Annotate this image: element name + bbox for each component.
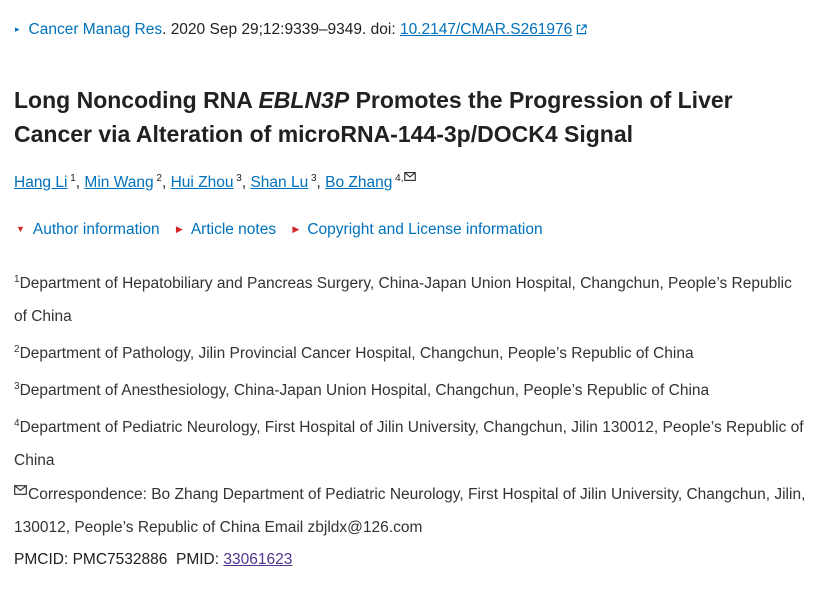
gene-name: EBLN3P — [258, 87, 350, 113]
caret-right-icon: ▶ — [292, 224, 300, 234]
envelope-icon[interactable] — [404, 172, 416, 181]
author-affil-sup: 3 — [310, 173, 317, 184]
journal-link[interactable]: Cancer Manag Res — [28, 21, 163, 38]
author-affil-sup: 4, — [392, 173, 416, 184]
affiliation-item: $^2$Department of Pathology, Jilin Provincial Cancer Hospital, Changchun, People’s Republic of China — [14, 344, 694, 362]
author-affil-sup: 1 — [70, 173, 76, 184]
pmid-link[interactable]: 33061623 — [223, 551, 293, 568]
envelope-icon — [14, 485, 27, 495]
author-link[interactable]: Hui Zhou — [170, 174, 234, 191]
citation-text: . 2020 Sep 29;12:9339–9349. doi: — [162, 21, 400, 38]
author-link[interactable]: Shan Lu — [250, 174, 309, 191]
citation-line — [15, 20, 587, 41]
external-link-icon[interactable] — [576, 24, 587, 35]
author-information-toggle[interactable]: ▼ Author information — [16, 221, 160, 238]
affiliation-item: $^1$Department of Hepatobiliary and Pancreas Surgery, China-Japan Union Hospital, Changchun, People’s Republic of China — [14, 274, 792, 325]
author-affil-sup: 3 — [236, 173, 242, 184]
author-affil-sup: 2 — [156, 173, 162, 184]
affiliation-item: $^4$Department of Pediatric Neurology, First Hospital of Jilin University, Changchun, Jilin 130012, People’s Republic of China — [14, 418, 804, 469]
pmcid-value: PMC7532886 — [72, 551, 168, 568]
article-notes-toggle[interactable]: ▶ Article notes — [175, 221, 277, 238]
author-link[interactable]: Hang Li — [14, 174, 68, 191]
copyright-toggle[interactable]: ▶ Copyright and License information — [292, 221, 543, 238]
author-list: Hang Li $^1$, Min Wang $^2$, Hui Zhou $^3$, Shan Lu $^3$, Bo Zhang $^{4,}$ — [14, 168, 417, 194]
article-info-bar — [16, 220, 555, 241]
affiliation-item: $^3$Department of Anesthesiology, China-Japan Union Hospital, Changchun, People’s Republic of China — [14, 381, 710, 399]
author-link[interactable]: Bo Zhang — [325, 174, 393, 191]
doi-link[interactable]: 10.2147/CMAR.S261976 — [399, 21, 573, 38]
correspondence: Correspondence: Bo Zhang Department of Pediatric Neurology, First Hospital of Jilin University, Changchun, Jilin, 130012, People’s Republic of China Email zbjldx@126.com — [14, 486, 806, 536]
affiliations — [14, 263, 804, 477]
caret-down-icon: ▼ — [16, 224, 25, 234]
caret-right-icon[interactable]: ▸ — [15, 24, 20, 34]
author-link[interactable]: Min Wang — [84, 174, 154, 191]
article-ids: PMCID: PMC7532886 PMID: 33061623 — [14, 551, 293, 568]
article-title: Long Noncoding RNA EBLN3P Promotes the Progression of Liver Cancer via Alteration of microRNA-144-3p/DOCK4 Signal — [14, 87, 733, 147]
caret-right-icon: ▶ — [175, 224, 183, 234]
